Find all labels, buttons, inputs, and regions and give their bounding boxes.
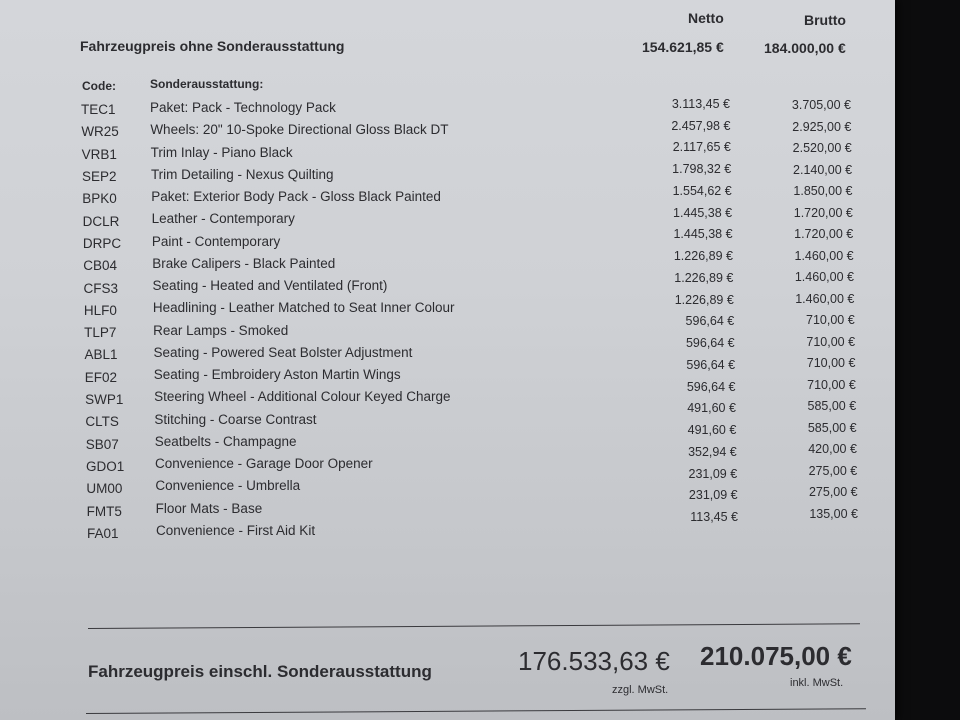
option-price-netto: 231,09 € [688, 488, 738, 503]
option-price-brutto: 710,00 € [806, 356, 856, 371]
base-price-label: Fahrzeugpreis ohne Sonderausstattung [80, 38, 345, 54]
option-price-brutto: 2.520,00 € [792, 141, 852, 156]
option-price-brutto: 275,00 € [808, 463, 858, 478]
option-description: Trim Detailing - Nexus Quilting [150, 166, 334, 182]
option-price-netto: 596,64 € [686, 357, 736, 372]
option-description: Convenience - Garage Door Opener [155, 456, 373, 472]
option-price-brutto: 710,00 € [806, 334, 856, 349]
option-price-netto: 113,45 € [690, 510, 738, 524]
total-divider-bottom [86, 708, 866, 714]
option-price-brutto: 2.925,00 € [792, 119, 852, 134]
option-price-brutto: 2.140,00 € [793, 162, 853, 177]
option-price-netto: 1.226,89 € [673, 249, 733, 264]
option-code: SEP2 [81, 168, 117, 184]
option-description: Leather - Contemporary [151, 211, 295, 227]
option-code: BPK0 [82, 191, 117, 207]
option-price-brutto: 1.460,00 € [794, 248, 854, 263]
option-code: CLTS [85, 414, 119, 430]
option-price-netto: 352,94 € [688, 444, 737, 459]
brutto-vat-note: inkl. MwSt. [790, 677, 844, 689]
option-price-netto: 1.798,32 € [672, 162, 732, 177]
option-description: Stitching - Coarse Contrast [154, 411, 317, 427]
option-price-netto: 1.445,38 € [673, 205, 733, 220]
option-price-netto: 231,09 € [688, 466, 738, 481]
option-description: Rear Lamps - Smoked [153, 322, 289, 338]
option-price-netto: 491,60 € [687, 423, 737, 438]
total-price-label: Fahrzeugpreis einschl. Sonderausstattung [88, 662, 432, 681]
option-price-netto: 2.117,65 € [672, 140, 731, 155]
option-code: WR25 [81, 124, 119, 140]
option-price-brutto: 1.720,00 € [793, 205, 853, 220]
option-price-netto: 3.113,45 € [671, 97, 730, 111]
option-price-netto: 596,64 € [685, 336, 735, 351]
option-price-netto: 1.554,62 € [672, 183, 732, 198]
option-code: TLP7 [84, 325, 117, 341]
option-code: SB07 [85, 436, 119, 452]
code-column-header: Code: [82, 79, 116, 93]
option-price-brutto: 3.705,00 € [791, 98, 851, 112]
option-description: Convenience - Umbrella [155, 478, 301, 494]
netto-vat-note: zzgl. MwSt. [612, 684, 669, 696]
option-price-brutto: 710,00 € [807, 377, 856, 392]
option-price-brutto: 585,00 € [807, 399, 857, 414]
option-description: Seatbelts - Champagne [154, 433, 297, 449]
option-description: Headlining - Leather Matched to Seat Inner Colour [152, 300, 455, 316]
option-column-header: Sonderausstattung: [150, 77, 264, 91]
option-code: CFS3 [83, 280, 119, 296]
base-price-netto: 154.621,85 € [642, 39, 724, 55]
option-code: SWP1 [85, 392, 124, 408]
option-code: ABL1 [84, 347, 118, 363]
option-description: Seating - Powered Seat Bolster Adjustment [153, 344, 413, 360]
option-price-brutto: 1.460,00 € [794, 270, 854, 285]
option-code: DCLR [82, 213, 120, 229]
option-code: UM00 [86, 481, 123, 497]
option-code: TEC1 [81, 102, 116, 117]
total-price-netto: 176.533,63 € [518, 646, 670, 676]
option-code: FMT5 [86, 503, 122, 519]
option-price-netto: 1.445,38 € [673, 227, 733, 242]
netto-column-header: Netto [688, 10, 724, 26]
option-price-brutto: 1.850,00 € [793, 184, 853, 199]
option-code: GDO1 [86, 459, 125, 475]
option-price-netto: 596,64 € [685, 314, 735, 329]
base-price-brutto: 184.000,00 € [764, 40, 846, 56]
option-description: Seating - Heated and Ventilated (Front) [152, 278, 388, 294]
option-price-netto: 491,60 € [687, 401, 736, 416]
option-description: Floor Mats - Base [155, 500, 263, 516]
option-description: Wheels: 20" 10-Spoke Directional Gloss Black DT [150, 122, 449, 138]
option-code: FA01 [87, 526, 119, 541]
option-price-netto: 596,64 € [686, 379, 736, 394]
brutto-column-header: Brutto [804, 12, 846, 28]
option-description: Convenience - First Aid Kit [156, 523, 316, 538]
option-code: VRB1 [81, 146, 117, 162]
option-code: EF02 [84, 369, 118, 385]
option-description: Paket: Exterior Body Pack - Gloss Black Painted [151, 189, 441, 205]
option-price-brutto: 275,00 € [808, 485, 858, 500]
option-price-netto: 1.226,89 € [674, 270, 734, 285]
option-code: DRPC [82, 235, 122, 251]
option-price-brutto: 420,00 € [808, 442, 857, 457]
option-price-brutto: 585,00 € [807, 420, 857, 435]
option-price-netto: 2.457,98 € [671, 118, 731, 133]
option-price-brutto: 135,00 € [809, 507, 858, 521]
option-description: Seating - Embroidery Aston Martin Wings [153, 367, 401, 383]
option-price-brutto: 1.460,00 € [795, 291, 855, 306]
option-description: Steering Wheel - Additional Colour Keyed Charge [154, 389, 451, 405]
option-description: Brake Calipers - Black Painted [152, 255, 336, 271]
total-divider-top [88, 623, 860, 629]
option-price-netto: 1.226,89 € [674, 292, 734, 307]
option-code: HLF0 [83, 302, 117, 318]
option-description: Paket: Pack - Technology Pack [150, 100, 336, 115]
total-price-brutto: 210.075,00 € [700, 641, 852, 671]
option-code: CB04 [83, 258, 117, 274]
option-description: Paint - Contemporary [151, 233, 281, 249]
option-price-brutto: 710,00 € [806, 313, 855, 328]
option-description: Trim Inlay - Piano Black [150, 144, 293, 160]
option-price-brutto: 1.720,00 € [794, 227, 854, 242]
